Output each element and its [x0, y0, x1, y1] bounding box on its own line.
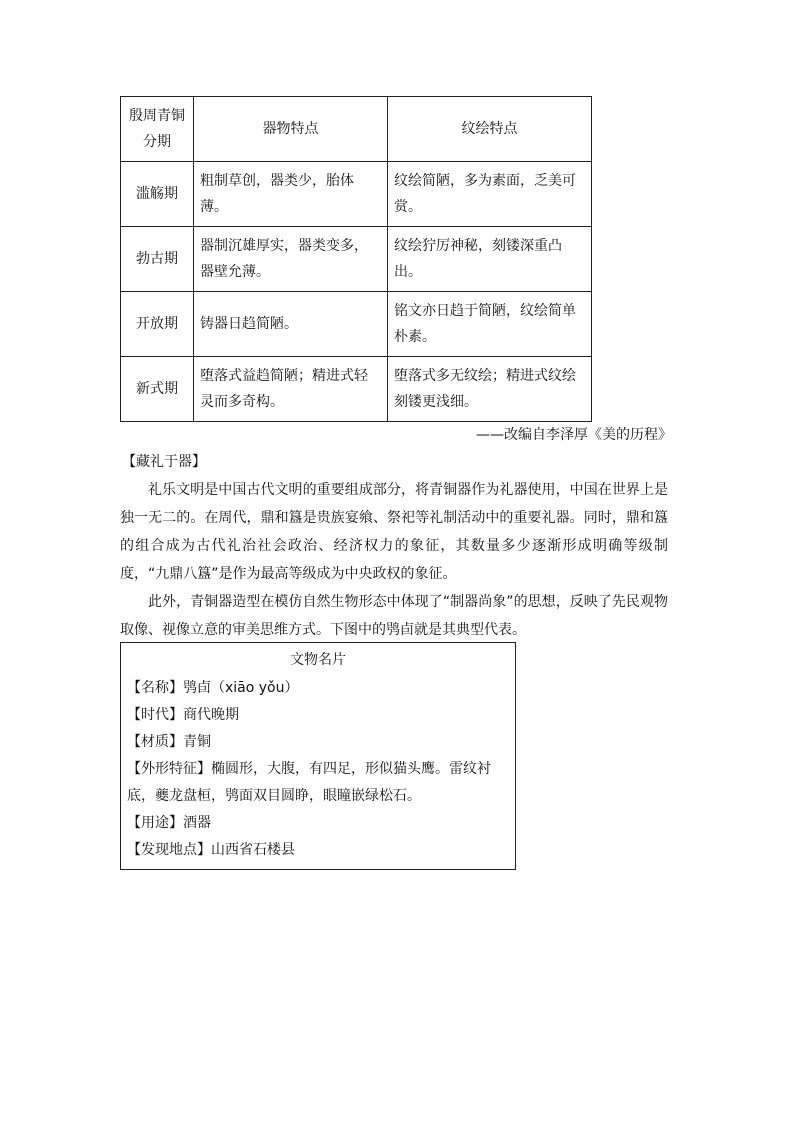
card-line-location: 【发现地点】山西省石楼县	[127, 842, 295, 858]
table-header-cell: 殷周青铜分期	[121, 97, 194, 162]
table-cell-pattern: 纹绘狞厉神秘，刻镂深重凸出。	[388, 227, 592, 292]
table-header-cell: 纹绘特点	[388, 97, 592, 162]
source-citation: ——改编自李泽厚《美的历程》	[476, 427, 672, 443]
card-title: 文物名片	[290, 652, 346, 668]
paragraph: 此外，青铜器造型在模仿自然生物形态中体现了“制器尚象”的思想，反映了先民观物取像、视像立意的审美思维方式。下图中的鸮卣就是其典型代表。	[120, 594, 668, 638]
table-row	[121, 292, 592, 357]
table-cell-period: 滥觞期	[121, 162, 194, 227]
table-row	[121, 227, 592, 292]
card-line-material: 【材质】青铜	[127, 734, 211, 750]
table-header-row	[121, 97, 592, 162]
card-line-shape: 【外形特征】椭圆形，大腹，有四足，形似猫头鹰。雷纹衬底，夔龙盘桓，鸮面双目圆睁，眼瞳嵌绿松石。	[127, 761, 491, 804]
table-cell-pattern: 纹绘简陋，多为素面，乏美可赏。	[388, 162, 592, 227]
table-header-cell: 器物特点	[194, 97, 388, 162]
card-line-name: 【名称】鸮卣（xiāo yǒu）	[127, 680, 299, 696]
card-line-use: 【用途】酒器	[127, 815, 211, 831]
artifact-card	[120, 642, 516, 870]
table-cell-pattern: 堕落式多无纹绘；精进式纹绘刻镂更浅细。	[388, 357, 592, 422]
table-cell-period: 开放期	[121, 292, 194, 357]
table-cell-vessel: 粗制草创，器类少，胎体薄。	[194, 162, 388, 227]
table-cell-period: 勃古期	[121, 227, 194, 292]
table-cell-vessel: 器制沉雄厚实，器类变多，器壁允薄。	[194, 227, 388, 292]
table-row	[121, 162, 592, 227]
table-cell-period: 新式期	[121, 357, 194, 422]
table-row	[121, 357, 592, 422]
card-line-era: 【时代】商代晚期	[127, 707, 239, 723]
table-cell-vessel: 铸器日趋简陋。	[194, 292, 388, 357]
table-cell-vessel: 堕落式益趋简陋；精进式轻灵而多奇构。	[194, 357, 388, 422]
table-cell-pattern: 铭文亦日趋于简陋，纹绘简单朴素。	[388, 292, 592, 357]
paragraph: 礼乐文明是中国古代文明的重要组成部分，将青铜器作为礼器使用，中国在世界上是独一无二的。在周代，鼎和簋是贵族宴飨、祭祀等礼制活动中的重要礼器。同时，鼎和簋的组合成为古代礼治社会政治、经济权力的象征，其数量多少逐渐形成明确等级制度，“九鼎八簋”是作为最高等级成为中央政权的象征。	[120, 482, 668, 582]
bronze-period-table	[120, 96, 592, 422]
section-heading: 【藏礼于器】	[122, 454, 206, 470]
